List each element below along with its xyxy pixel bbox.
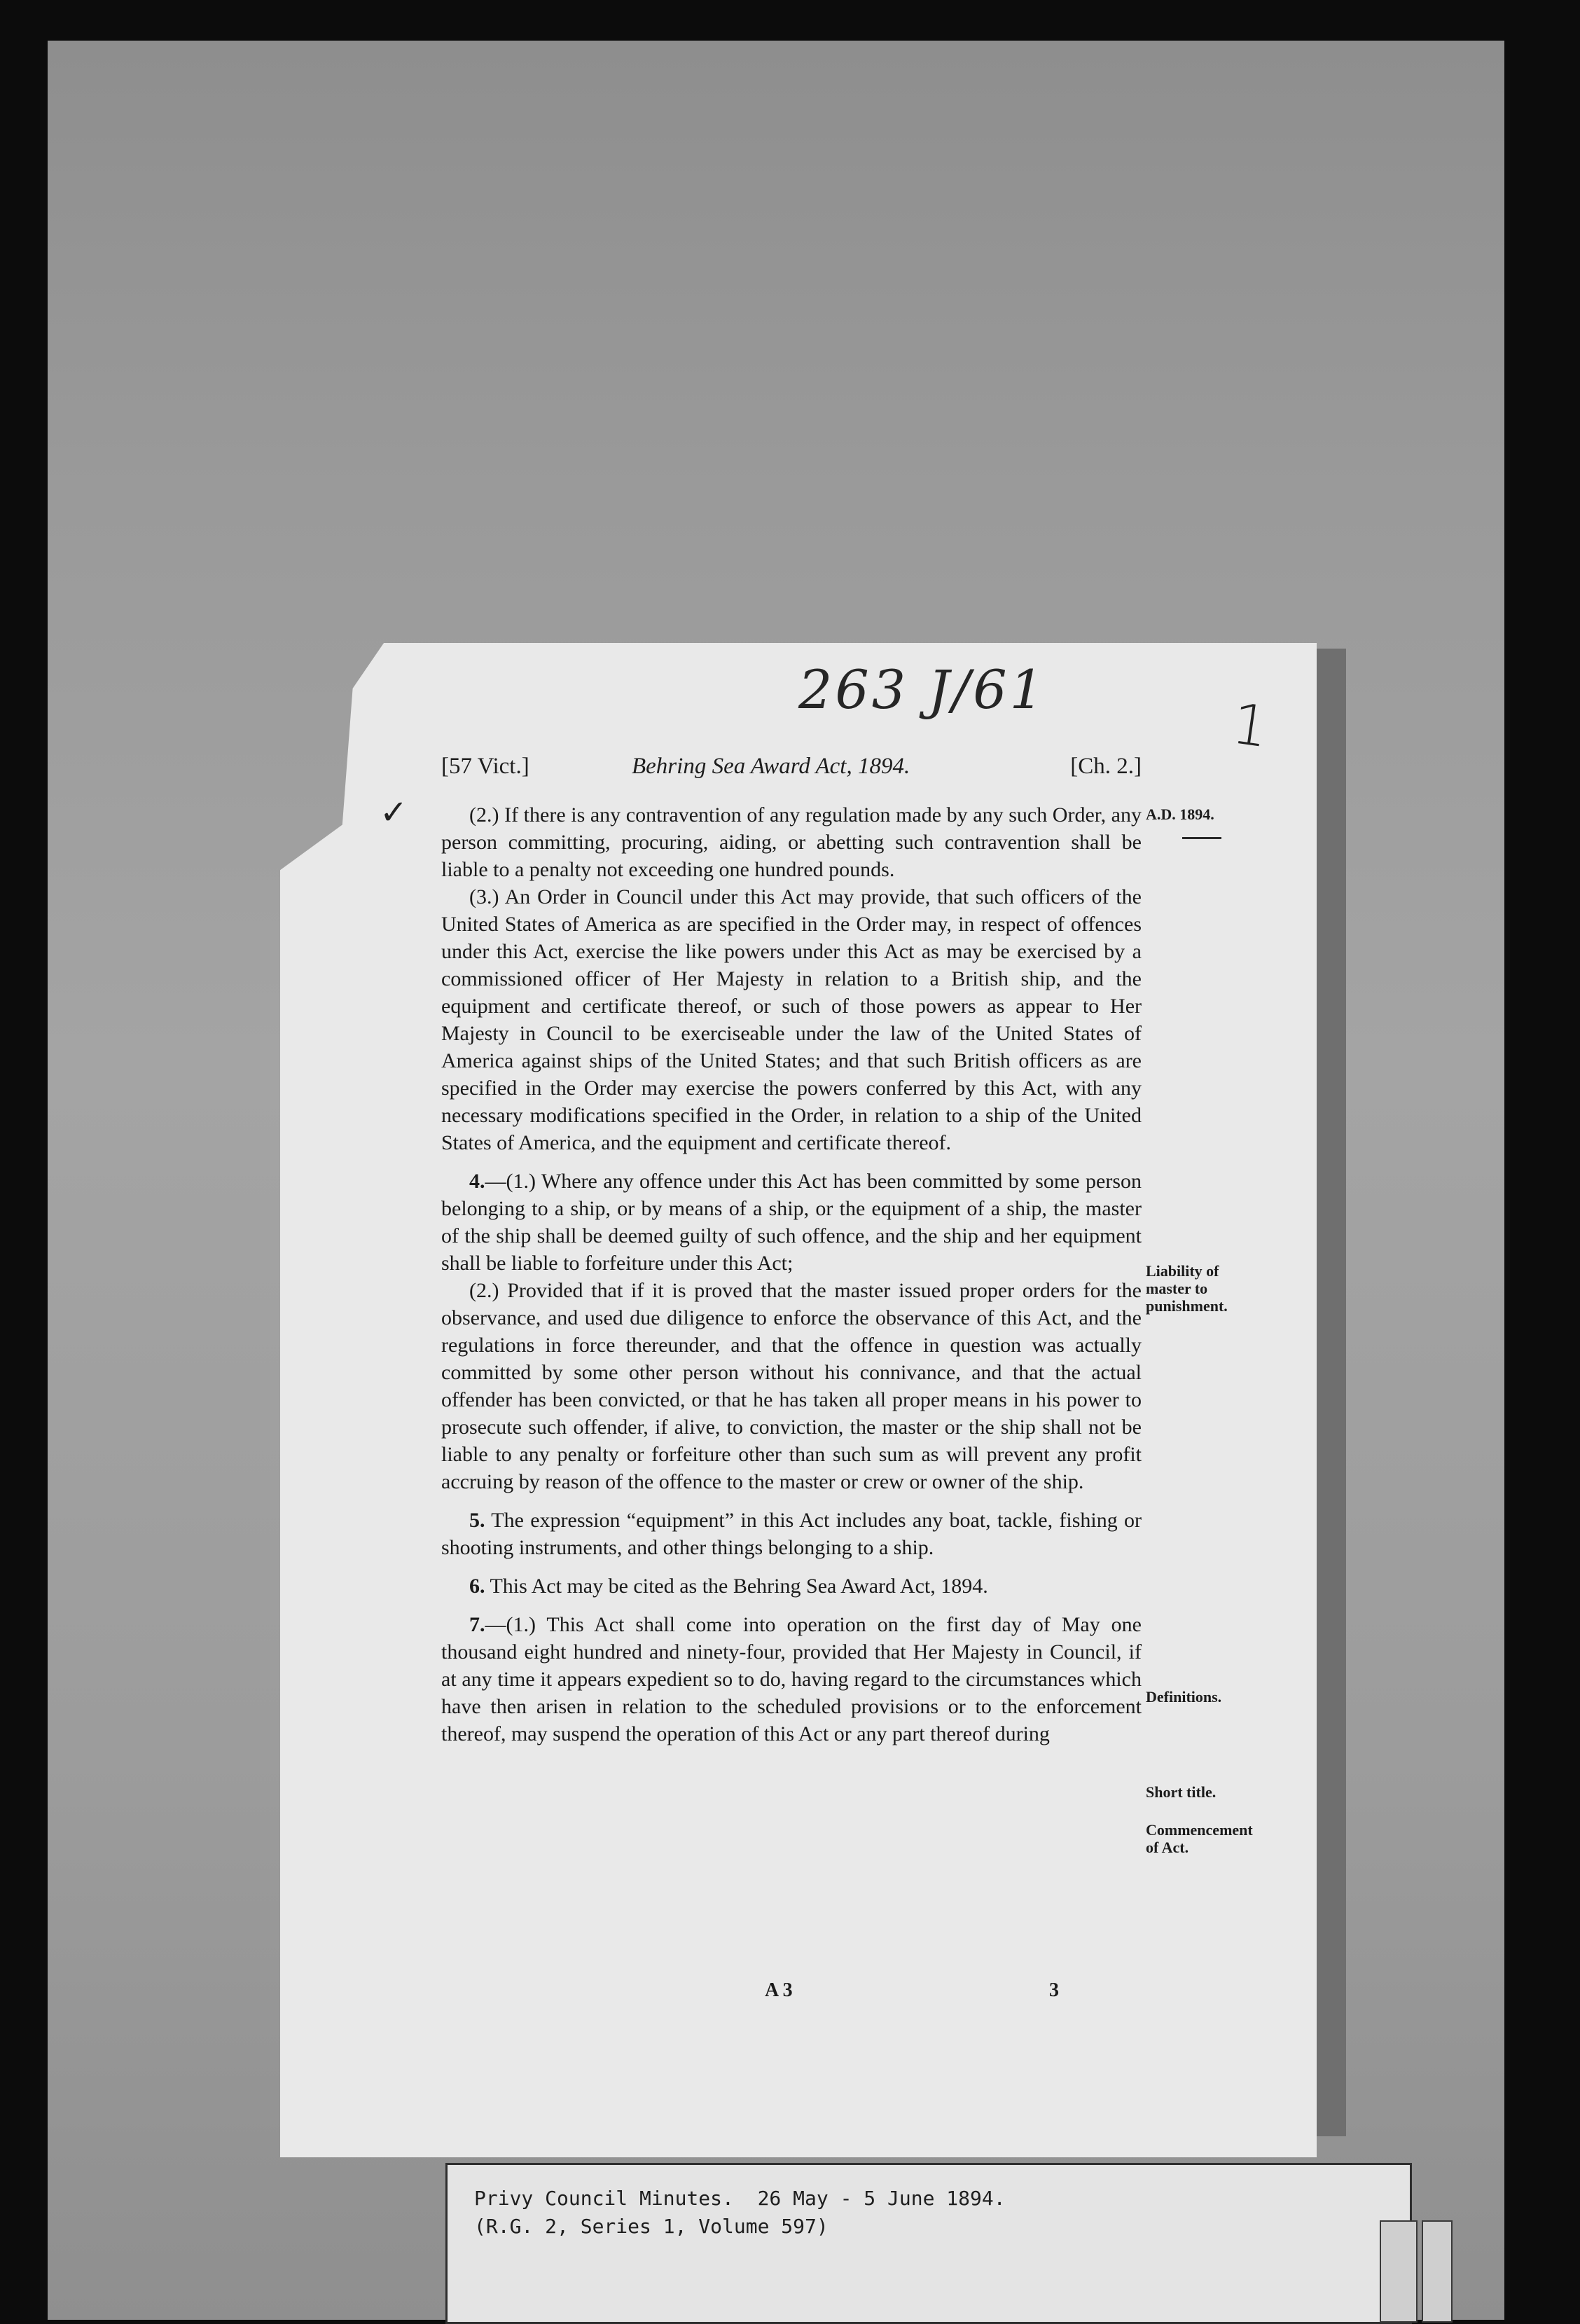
regnal-year: [57 Vict.] — [441, 754, 529, 779]
page-number: 3 — [1049, 1979, 1059, 2001]
subsection-3: (3.) An Order in Council under this Act may provide, that such officers of the United States of America as are specified in the Order may, in respect of offences under this Act, exercise the like powers under this Act as may be exercised by a commissioned officer of Her Majesty in relation to a British ship, and the equipment and certificate thereof, or such of those powers as appear to Her Majesty in Council to be exerciseable under the law of the United States of America against ships of the United States; and that such British officers as are specified in the Order may exercise the powers conferred by this Act, with any necessary modifications specified in the Order, in relation to a ship of the United States of America, and the equipment and certificate thereof. — [441, 885, 1142, 1154]
running-head — [441, 748, 1142, 784]
label-clip-right — [1380, 2220, 1418, 2323]
margin-note-year: A.D. 1894. — [1146, 805, 1214, 823]
section-5 — [441, 1507, 1142, 1561]
section-6 — [441, 1572, 1142, 1600]
chapter-number: [Ch. 2.] — [1070, 754, 1142, 779]
section-7-number: 7. — [469, 1613, 485, 1636]
section-5-number: 5. — [469, 1509, 485, 1532]
handwritten-archive-number: 263 J/61 — [798, 658, 1046, 721]
archive-label-line1: Privy Council Minutes. 26 May - 5 June 1894. — [474, 2187, 1006, 2210]
printer-signature: A 3 — [765, 1979, 793, 2001]
act-title: Behring Sea Award Act, 1894. — [632, 754, 910, 779]
margin-rule — [1182, 837, 1221, 839]
section-4-subsection-2: (2.) Provided that if it is proved that the master issued proper orders for the observance, and used due diligence to enforce the observance of this Act, and the regulations in force thereunder, and that the offence in question was actually committed by some other person without his connivance, and that the actual offender has been convicted, or that he has taken all proper means in his power to prosecute such offender, if alive, to conviction, the master or the ship shall not be liable to any penalty or forfeiture other than such sum as will prevent any profit accruing by reason of the offence to the master or crew or owner of the ship. — [441, 1279, 1142, 1493]
section-4-text: —(1.) Where any offence under this Act has been committed by some person belonging to a ship, or by means of a ship, or the equipment of a ship, the master of the ship shall be deemed guilty of such offence, and the ship and her equipment shall be liable to forfeiture under this Act; — [441, 1170, 1142, 1275]
page-footer — [441, 1979, 1142, 2007]
margin-note-definitions: Definitions. — [1146, 1688, 1222, 1706]
section-5-text: The expression “equipment” in this Act includes any boat, tackle, fishing or shooting instruments, and other things belonging to a ship. — [441, 1509, 1142, 1559]
margin-note-liability: Liability of master to punishment. — [1146, 1262, 1228, 1315]
check-mark-icon: ✓ — [380, 793, 408, 832]
handwritten-folio-number: 1 — [1228, 691, 1273, 761]
margin-note-commencement: Commencement of Act. — [1146, 1821, 1253, 1856]
act-body — [441, 801, 1142, 1992]
subsection-2: (2.) If there is any contravention of any regulation made by any such Order, any person committing, procuring, aiding, or abetting such contravention shall be liable to a penalty not exceeding one hundred pounds. — [441, 803, 1142, 881]
label-clip-edge — [1422, 2220, 1453, 2323]
margin-note-short-title: Short title. — [1146, 1783, 1217, 1801]
archive-label-text — [474, 2185, 1006, 2241]
section-6-text: This Act may be cited as the Behring Sea Award Act, 1894. — [485, 1575, 988, 1598]
section-4-subsection-1 — [441, 1168, 1142, 1277]
section-4-number: 4. — [469, 1170, 485, 1193]
archive-label-line2: (R.G. 2, Series 1, Volume 597) — [474, 2215, 829, 2238]
section-7-text: —(1.) This Act shall come into operation on the first day of May one thousand eight hundred and ninety-four, provided that Her Majesty in Council, if at any time it appears expedient so to do, having regard to the circumstances which have then arisen in relation to the scheduled provisions or to the enforcement thereof, may suspend the operation of this Act or any part thereof during — [441, 1613, 1142, 1745]
section-6-number: 6. — [469, 1575, 485, 1598]
archive-label — [445, 2163, 1412, 2324]
section-7 — [441, 1611, 1142, 1748]
